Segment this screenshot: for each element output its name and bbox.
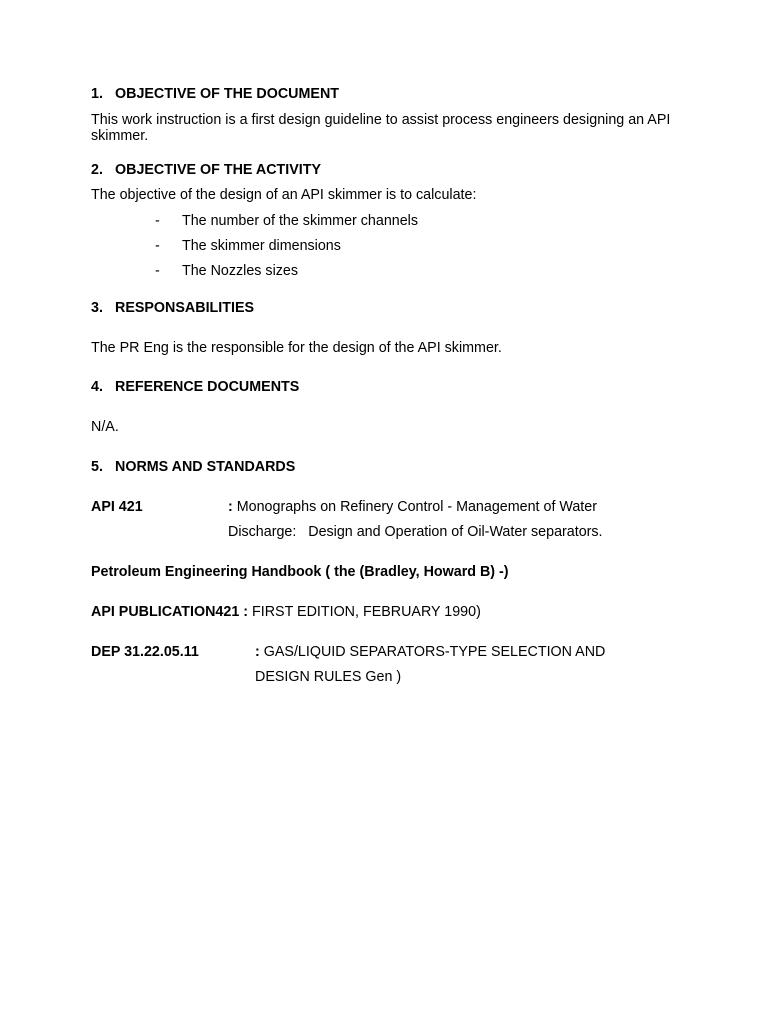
norm-desc-api421-line1 bbox=[228, 499, 597, 515]
norm-separator: : bbox=[255, 644, 260, 660]
section-number: 1. bbox=[91, 86, 103, 102]
norm-code-api-publication: API PUBLICATION421 : bbox=[91, 604, 249, 620]
bullet-item: The number of the skimmer channels bbox=[182, 213, 419, 229]
section-5-heading bbox=[91, 459, 295, 475]
bullet-marker: - bbox=[155, 263, 160, 279]
section-number: 3. bbox=[91, 300, 103, 316]
section-title: OBJECTIVE OF THE ACTIVITY bbox=[115, 162, 321, 178]
section-title: NORMS AND STANDARDS bbox=[115, 459, 296, 475]
bullet-item: The skimmer dimensions bbox=[182, 238, 341, 254]
section-title: REFERENCE DOCUMENTS bbox=[115, 379, 300, 395]
section-1-heading bbox=[91, 86, 339, 102]
section-number: 5. bbox=[91, 459, 103, 475]
section-4-text: N/A. bbox=[91, 419, 119, 435]
norm-separator: : bbox=[228, 499, 233, 515]
norm-code-dep: DEP 31.22.05.11 bbox=[91, 644, 199, 660]
section-3-text: The PR Eng is the responsible for the design of the API skimmer. bbox=[91, 340, 502, 356]
section-number: 4. bbox=[91, 379, 103, 395]
section-1-text: This work instruction is a first design guideline to assist process engineers designing an API skimmer. bbox=[91, 112, 671, 144]
section-4-heading bbox=[91, 379, 299, 395]
section-title: OBJECTIVE OF THE DOCUMENT bbox=[115, 86, 339, 102]
norm-api-publication bbox=[91, 604, 481, 620]
bullet-item: The Nozzles sizes bbox=[182, 263, 299, 279]
section-2-heading bbox=[91, 162, 321, 178]
norm-desc-dep-line1 bbox=[255, 644, 605, 660]
bullet-marker: - bbox=[155, 213, 160, 229]
norm-desc-api421-line2: Discharge: Design and Operation of Oil-Water separators. bbox=[228, 524, 603, 540]
section-2-text: The objective of the design of an API skimmer is to calculate: bbox=[91, 187, 477, 203]
bullet-marker: - bbox=[155, 238, 160, 254]
norm-desc-api-publication: FIRST EDITION, FEBRUARY 1990) bbox=[252, 604, 481, 620]
norm-code-api421: API 421 bbox=[91, 499, 143, 515]
section-3-heading bbox=[91, 300, 254, 316]
norm-desc-text: Monographs on Refinery Control - Management of Water bbox=[236, 499, 597, 515]
norm-desc-dep-line2: DESIGN RULES Gen ) bbox=[255, 669, 402, 685]
norm-handbook: Petroleum Engineering Handbook ( the (Bradley, Howard B) -) bbox=[91, 564, 509, 580]
section-title: RESPONSABILITIES bbox=[115, 300, 255, 316]
norm-desc-text: GAS/LIQUID SEPARATORS-TYPE SELECTION AND bbox=[263, 644, 606, 660]
section-number: 2. bbox=[91, 162, 103, 178]
